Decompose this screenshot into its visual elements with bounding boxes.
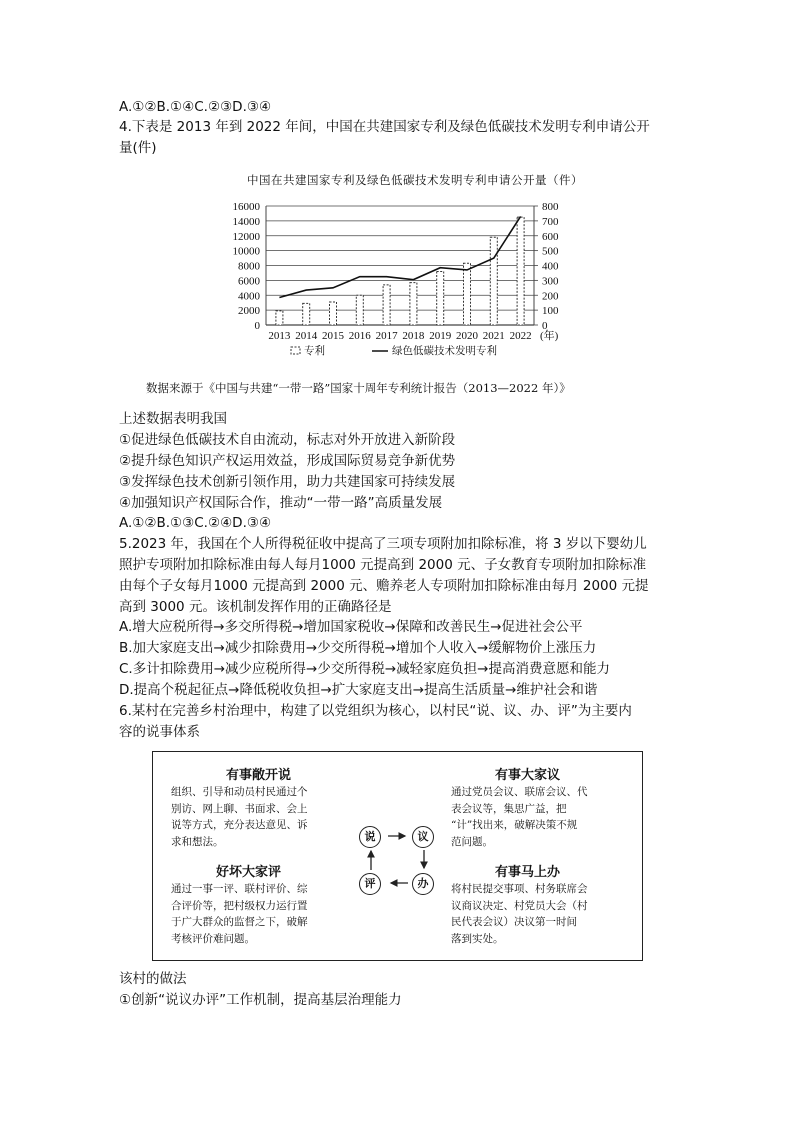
chart-svg bbox=[180, 196, 650, 396]
patent-bar bbox=[356, 295, 363, 325]
diagram-title-act: 有事马上办 bbox=[495, 865, 561, 880]
diagram-title-evaluate: 好坏大家评 bbox=[216, 865, 282, 880]
q4-item-4: ④加强知识产权国际合作，推动“一带一路”高质量发展 bbox=[119, 495, 443, 511]
legend-line-label: 绿色低碳技术发明专利 bbox=[392, 346, 497, 357]
q6-stem-line2: 容的说事体系 bbox=[119, 724, 200, 740]
cycle-evaluate: 评 bbox=[359, 873, 381, 895]
left-tick-label: 12000 bbox=[232, 230, 260, 243]
x-tick-label: 2016 bbox=[348, 330, 371, 342]
right-tick-label: 100 bbox=[542, 305, 559, 318]
right-tick-label: 700 bbox=[542, 215, 559, 228]
q4-item-1: ①促进绿色低碳技术自由流动，标志对外开放进入新阶段 bbox=[119, 432, 456, 448]
governance-diagram bbox=[152, 751, 643, 961]
patent-bar bbox=[464, 263, 471, 325]
q5-stem-line1: 5.2023 年，我国在个人所得税征收中提高了三项专项附加扣除标准，将 3 岁以下婴幼儿 bbox=[119, 536, 647, 552]
q6-after: 该村的做法 bbox=[119, 971, 187, 987]
q5-stem-line3: 由每个子女每月1000 元提高到 2000 元、赡养老人专项附加扣除标准由每月 2000 元提 bbox=[119, 578, 649, 594]
right-tick-label: 500 bbox=[542, 245, 559, 258]
chart-source: 数据来源于《中国与共建“一带一路”国家十周年专利统计报告（2013—2022 年）》 bbox=[146, 381, 571, 395]
cycle-say: 说 bbox=[359, 826, 381, 848]
x-tick-label: 2017 bbox=[375, 330, 398, 342]
q6-item-1: ①创新“说议办评”工作机制，提高基层治理能力 bbox=[119, 992, 402, 1008]
patent-bar bbox=[383, 285, 390, 325]
q6-stem-line1: 6.某村在完善乡村治理中，构建了以党组织为核心，以村民“说、议、办、评”为主要内 bbox=[119, 703, 632, 719]
cycle-discuss: 议 bbox=[412, 826, 434, 848]
x-tick-label: 2015 bbox=[322, 330, 344, 342]
left-tick-label: 10000 bbox=[232, 245, 260, 258]
q4-item-2: ②提升绿色知识产权运用效益，形成国际贸易竞争新优势 bbox=[119, 453, 456, 469]
diagram-text-discuss: 通过党员会议、联席会议、代 表会议等，集思广益，把 “计”找出来，破解决策不规 范问题。 bbox=[451, 786, 588, 848]
x-tick-label: 2022 bbox=[509, 330, 532, 342]
green-patent-line bbox=[279, 216, 520, 297]
diagram-text-evaluate: 通过一事一评、联村评价、综 合评价等，把村级权力运行置 于广大群众的监督之下，破解 考核评价难问题。 bbox=[171, 883, 308, 945]
left-tick-label: 2000 bbox=[238, 305, 260, 318]
x-tick-label: 2020 bbox=[456, 330, 478, 342]
diagram-text-say: 组织、引导和动员村民通过个 别访、网上聊、书面求、会上 说等方式，充分表达意见、诉 求和想法。 bbox=[171, 786, 308, 848]
legend-bar-label: 专利 bbox=[304, 346, 325, 357]
q5-stem-line4: 高到 3000 元。该机制发挥作用的正确路径是 bbox=[119, 599, 392, 615]
left-tick-label: 8000 bbox=[238, 260, 260, 273]
x-tick-label: 2018 bbox=[402, 330, 425, 342]
q4-stem-line1: 4.下表是 2013 年到 2022 年间，中国在共建国家专利及绿色低碳技术发明专利申请公开 bbox=[119, 119, 650, 135]
patent-bar bbox=[517, 217, 524, 325]
right-tick-label: 400 bbox=[542, 260, 559, 273]
x-tick-label: 2013 bbox=[268, 330, 291, 342]
right-tick-label: 800 bbox=[542, 201, 559, 213]
left-tick-label: 6000 bbox=[238, 275, 260, 288]
diagram-text-act: 将村民提交事项、村务联席会 议商议决定、村党员大会（村 民代表会议）决议第一时间 落到实处。 bbox=[451, 883, 588, 945]
q5-option-a: A.增大应税所得→多交所得税→增加国家税收→保障和改善民生→促进社会公平 bbox=[119, 619, 583, 635]
q4-options: A.①②B.①③C.②④D.③④ bbox=[119, 515, 272, 531]
cycle-act: 办 bbox=[412, 873, 434, 895]
q3-options: A.①②B.①④C.②③D.③④ bbox=[119, 99, 272, 115]
patent-bar bbox=[410, 283, 417, 325]
left-tick-label: 16000 bbox=[232, 201, 260, 213]
x-tick-label: 2014 bbox=[295, 330, 318, 342]
patent-chart bbox=[180, 172, 650, 407]
q4-item-3: ③发挥绿色技术创新引领作用，助力共建国家可持续发展 bbox=[119, 474, 456, 490]
patent-bar bbox=[437, 271, 444, 325]
q4-after-chart: 上述数据表明我国 bbox=[119, 411, 227, 427]
legend-bar-swatch bbox=[291, 347, 300, 354]
diagram-title-say: 有事敞开说 bbox=[226, 768, 292, 783]
patent-bar bbox=[490, 237, 497, 325]
left-tick-label: 4000 bbox=[238, 290, 260, 303]
left-tick-label: 0 bbox=[254, 320, 260, 332]
right-tick-label: 0 bbox=[542, 320, 548, 332]
x-unit-label: (年) bbox=[540, 330, 559, 342]
diagram-title-discuss: 有事大家议 bbox=[495, 768, 561, 783]
patent-bar bbox=[330, 302, 337, 325]
patent-bar bbox=[303, 303, 310, 325]
right-tick-label: 200 bbox=[542, 290, 559, 303]
right-tick-label: 300 bbox=[542, 275, 559, 288]
q5-option-c: C.多计扣除费用→减少应税所得→少交所得税→减轻家庭负担→提高消费意愿和能力 bbox=[119, 661, 610, 677]
patent-bar bbox=[276, 311, 283, 325]
right-tick-label: 600 bbox=[542, 230, 559, 243]
q4-stem-line2: 量(件) bbox=[119, 140, 157, 156]
x-tick-label: 2019 bbox=[429, 330, 452, 342]
left-tick-label: 14000 bbox=[232, 215, 260, 228]
q5-option-b: B.加大家庭支出→减少扣除费用→少交所得税→增加个人收入→缓解物价上涨压力 bbox=[119, 640, 597, 656]
q5-stem-line2: 照护专项附加扣除标准由每人每月1000 元提高到 2000 元、子女教育专项附加扣除标准 bbox=[119, 557, 647, 573]
chart-title: 中国在共建国家专利及绿色低碳技术发明专利申请公开量（件） bbox=[247, 173, 583, 187]
x-tick-label: 2021 bbox=[482, 330, 505, 342]
q5-option-d: D.提高个税起征点→降低税收负担→扩大家庭支出→提高生活质量→维护社会和谐 bbox=[119, 682, 598, 698]
